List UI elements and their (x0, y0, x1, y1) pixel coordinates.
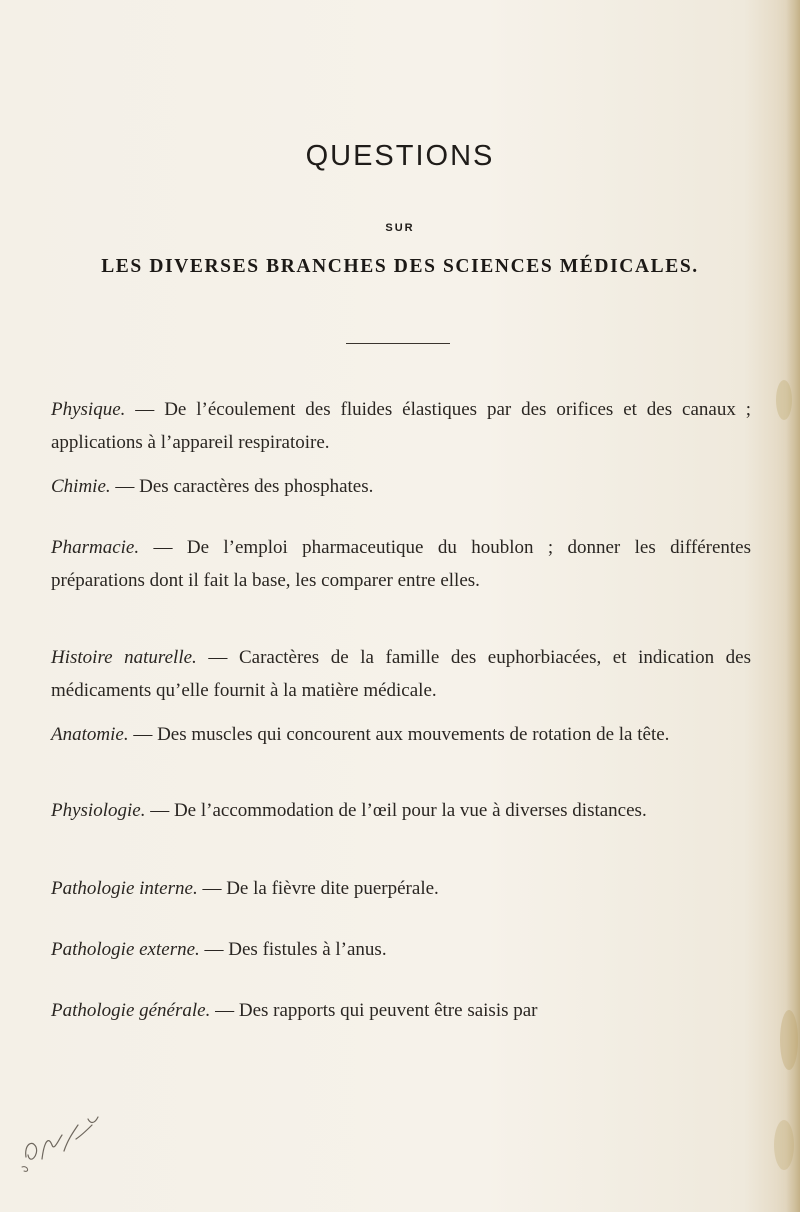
entry-chimie (51, 470, 751, 503)
entry-pathologie-generale (51, 994, 751, 1027)
entry-heading: Physique. (51, 399, 126, 420)
entry-pathologie-interne (51, 872, 751, 905)
title-divider (346, 343, 450, 344)
entry-heading: Pathologie externe. (51, 939, 200, 960)
paper-stain (774, 1120, 794, 1170)
entry-heading: Chimie. (51, 476, 111, 497)
entry-heading: Pharmacie. (51, 537, 140, 558)
entry-heading: Histoire naturelle. (51, 647, 197, 668)
entry-text: — Caractères de la famille des euphorbiacées, et indication des médicaments qu’elle fournit à la matière médicale. (51, 647, 751, 701)
entry-anatomie (51, 718, 751, 751)
page-title: QUESTIONS (305, 140, 495, 172)
entry-heading: Pathologie interne. (51, 878, 198, 899)
paper-stain (780, 1010, 798, 1070)
entry-heading: Physiologie. (51, 800, 146, 821)
entry-physique (51, 393, 751, 459)
entry-text: — Des rapports qui peuvent être saisis par (210, 1000, 538, 1021)
entry-text: — Des fistules à l’anus. (199, 939, 387, 960)
entry-text: — De l’écoulement des fluides élastiques par des orifices et des canaux ; applications à l’appareil respiratoire. (51, 399, 751, 453)
entry-text: — Des caractères des phosphates. (110, 476, 374, 497)
entry-pathologie-externe (51, 933, 751, 966)
paper-stain (776, 380, 792, 420)
entry-text: — De la fièvre dite puerpérale. (197, 878, 439, 899)
title-connector: SUR (385, 222, 415, 234)
entry-text: — Des muscles qui concourent aux mouvements de rotation de la tête. (128, 724, 670, 745)
entry-heading: Anatomie. (51, 724, 129, 745)
entry-pharmacie (51, 531, 751, 597)
entry-heading: Pathologie générale. (51, 1000, 211, 1021)
page-subtitle: LES DIVERSES BRANCHES DES SCIENCES MÉDICALES. (101, 256, 699, 277)
handwritten-scribble (18, 1095, 128, 1175)
entry-physiologie (51, 794, 751, 827)
entry-text: — De l’accommodation de l’œil pour la vue à diverses distances. (145, 800, 647, 821)
entry-text: — De l’emploi pharmaceutique du houblon ; donner les différentes préparations dont il fait la base, les comparer entre elles. (51, 537, 751, 591)
entry-histoire-naturelle (51, 641, 751, 707)
